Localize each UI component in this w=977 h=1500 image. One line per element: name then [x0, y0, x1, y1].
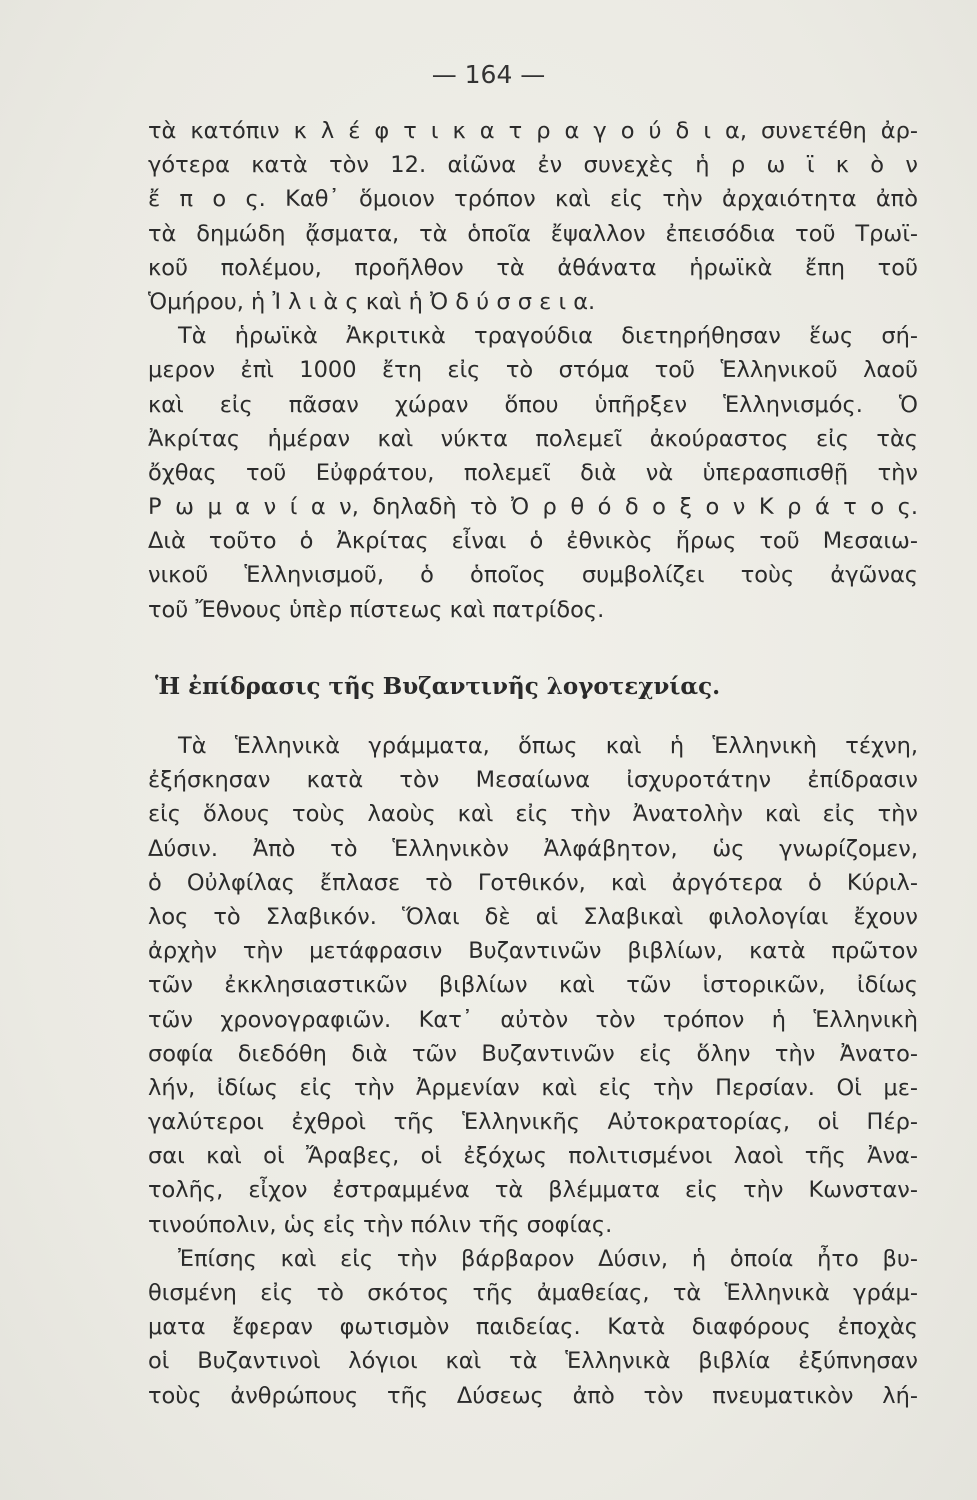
text-line: τὰ κατόπιν κ λ έ φ τ ι κ α τ ρ α γ ο ύ δ ι α, συνετέθη ἀρ- [148, 118, 918, 144]
text-line: ματα ἔφεραν φωτισμὸν παιδείας. Κατὰ διαφόρους ἐποχὰς [148, 1314, 918, 1341]
text-line: νικοῦ Ἑλληνισμοῦ, ὁ ὁποῖος συμβολίζει τοὺς ἀγῶνας [148, 562, 918, 589]
text-line: σαι καὶ οἱ Ἄραβες, οἱ ἐξόχως πολιτισμένοι λαοὶ τῆς Ἀνα- [148, 1143, 918, 1170]
text-line: καὶ εἰς πᾶσαν χώραν ὅπου ὑπῆρξεν Ἑλληνισμός. Ὁ [148, 391, 918, 418]
text-line: Ἐπίσης καὶ εἰς τὴν βάρβαρον Δύσιν, ἡ ὁποία ἦτο βυ- [178, 1245, 918, 1272]
text-line: ἐξήσκησαν κατὰ τὸν Μεσαίωνα ἰσχυροτάτην ἐπίδρασιν [148, 767, 918, 794]
text-line: τῶν χρονογραφιῶν. Κατ᾽ αὐτὸν τὸν τρόπον ἡ Ἑλληνικὴ [148, 1006, 918, 1033]
text-line: Ρ ω μ α ν ί α ν, δηλαδὴ τὸ Ὀ ρ θ ό δ ο ξ ο ν Κ ρ ά τ ο ς. [148, 494, 918, 521]
text-line: τοῦ Ἔθνους ὑπὲρ πίστεως καὶ πατρίδος. [148, 596, 605, 623]
text-line: τὰ δημώδη ᾄσματα, τὰ ὁποῖα ἔψαλλον ἐπεισόδια τοῦ Τρωϊ- [148, 220, 918, 247]
text-line: ὁ Οὐλφίλας ἔπλασε τὸ Γοτθικόν, καὶ ἀργότερα ὁ Κύριλ- [148, 869, 918, 896]
text-line: Τὰ ἡρωϊκὰ Ἀκριτικὰ τραγούδια διετηρήθησαν ἕως σή- [178, 323, 918, 350]
text-line: τῶν ἐκκλησιαστικῶν βιβλίων καὶ τῶν ἱστορικῶν, ἰδίως [148, 972, 918, 999]
text-line: λήν, ἰδίως εἰς τὴν Ἀρμενίαν καὶ εἰς τὴν Περσίαν. Οἱ με- [148, 1074, 918, 1101]
text-line: Δύσιν. Ἀπὸ τὸ Ἑλληνικὸν Ἀλφάβητον, ὡς γνωρίζομεν, [148, 835, 918, 862]
text-line: Ὁμήρου, ἡ Ἰ λ ι ὰ ς καὶ ἡ Ὀ δ ύ σ σ ε ι α. [148, 288, 596, 315]
text-line: τολῆς, εἶχον ἐστραμμένα τὰ βλέμματα εἰς τὴν Κωνσταν- [148, 1177, 918, 1204]
text-line: κοῦ πολέμου, προῆλθον τὰ ἀθάνατα ἡρωϊκὰ ἔπη τοῦ [148, 254, 918, 281]
section-heading: Ἡ ἐπίδρασις τῆς Βυζαντινῆς λογοτεχνίας. [155, 673, 721, 700]
text-line: ἀρχὴν τὴν μετάφρασιν Βυζαντινῶν βιβλίων, κατὰ πρῶτον [148, 938, 918, 965]
text-line: μερον ἐπὶ 1000 ἔτη εἰς τὸ στόμα τοῦ Ἑλληνικοῦ λαοῦ [148, 357, 918, 384]
text-line: ἔ π ο ς. Καθ᾽ ὅμοιον τρόπον καὶ εἰς τὴν ἀρχαιότητα ἀπὸ [148, 186, 918, 213]
text-line: οἱ Βυζαντινοὶ λόγιοι καὶ τὰ Ἑλληνικὰ βιβλία ἐξύπνησαν [148, 1348, 918, 1375]
text-line: θισμένη εἰς τὸ σκότος τῆς ἀμαθείας, τὰ Ἑλληνικὰ γράμ- [148, 1280, 918, 1306]
text-line: ὄχθας τοῦ Εὐφράτου, πολεμεῖ διὰ νὰ ὑπερασπισθῇ τὴν [148, 459, 918, 486]
text-line: Διὰ τοῦτο ὁ Ἀκρίτας εἶναι ὁ ἐθνικὸς ἥρως τοῦ Μεσαιω- [148, 528, 918, 555]
text-section-akritas [148, 114, 918, 627]
text-line: Τὰ Ἑλληνικὰ γράμματα, ὅπως καὶ ἡ Ἑλληνικὴ τέχνη, [178, 733, 918, 759]
text-line: γότερα κατὰ τὸν 12. αἰῶνα ἐν συνεχὲς ἡ ρ ω ϊ κ ὸ ν [148, 152, 918, 179]
text-line: Ἀκρίτας ἡμέραν καὶ νύκτα πολεμεῖ ἀκούραστος εἰς τὰς [148, 425, 918, 452]
text-section-byzantine-literature [148, 729, 918, 1413]
text-line: γαλύτεροι ἐχθροὶ τῆς Ἑλληνικῆς Αὐτοκρατορίας, οἱ Πέρ- [148, 1109, 918, 1136]
text-line: σοφία διεδόθη διὰ τῶν Βυζαντινῶν εἰς ὅλην τὴν Ἀνατο- [148, 1040, 918, 1067]
text-line: τινούπολιν, ὡς εἰς τὴν πόλιν τῆς σοφίας. [148, 1211, 613, 1238]
text-line: τοὺς ἀνθρώπους τῆς Δύσεως ἀπὸ τὸν πνευματικὸν λή- [148, 1382, 918, 1409]
page-number: — 164 — [431, 60, 546, 89]
text-line: εἰς ὅλους τοὺς λαοὺς καὶ εἰς τὴν Ἀνατολὴν καὶ εἰς τὴν [148, 801, 918, 828]
text-line: λος τὸ Σλαβικόν. Ὅλαι δὲ αἱ Σλαβικαὶ φιλολογίαι ἔχουν [148, 903, 918, 930]
